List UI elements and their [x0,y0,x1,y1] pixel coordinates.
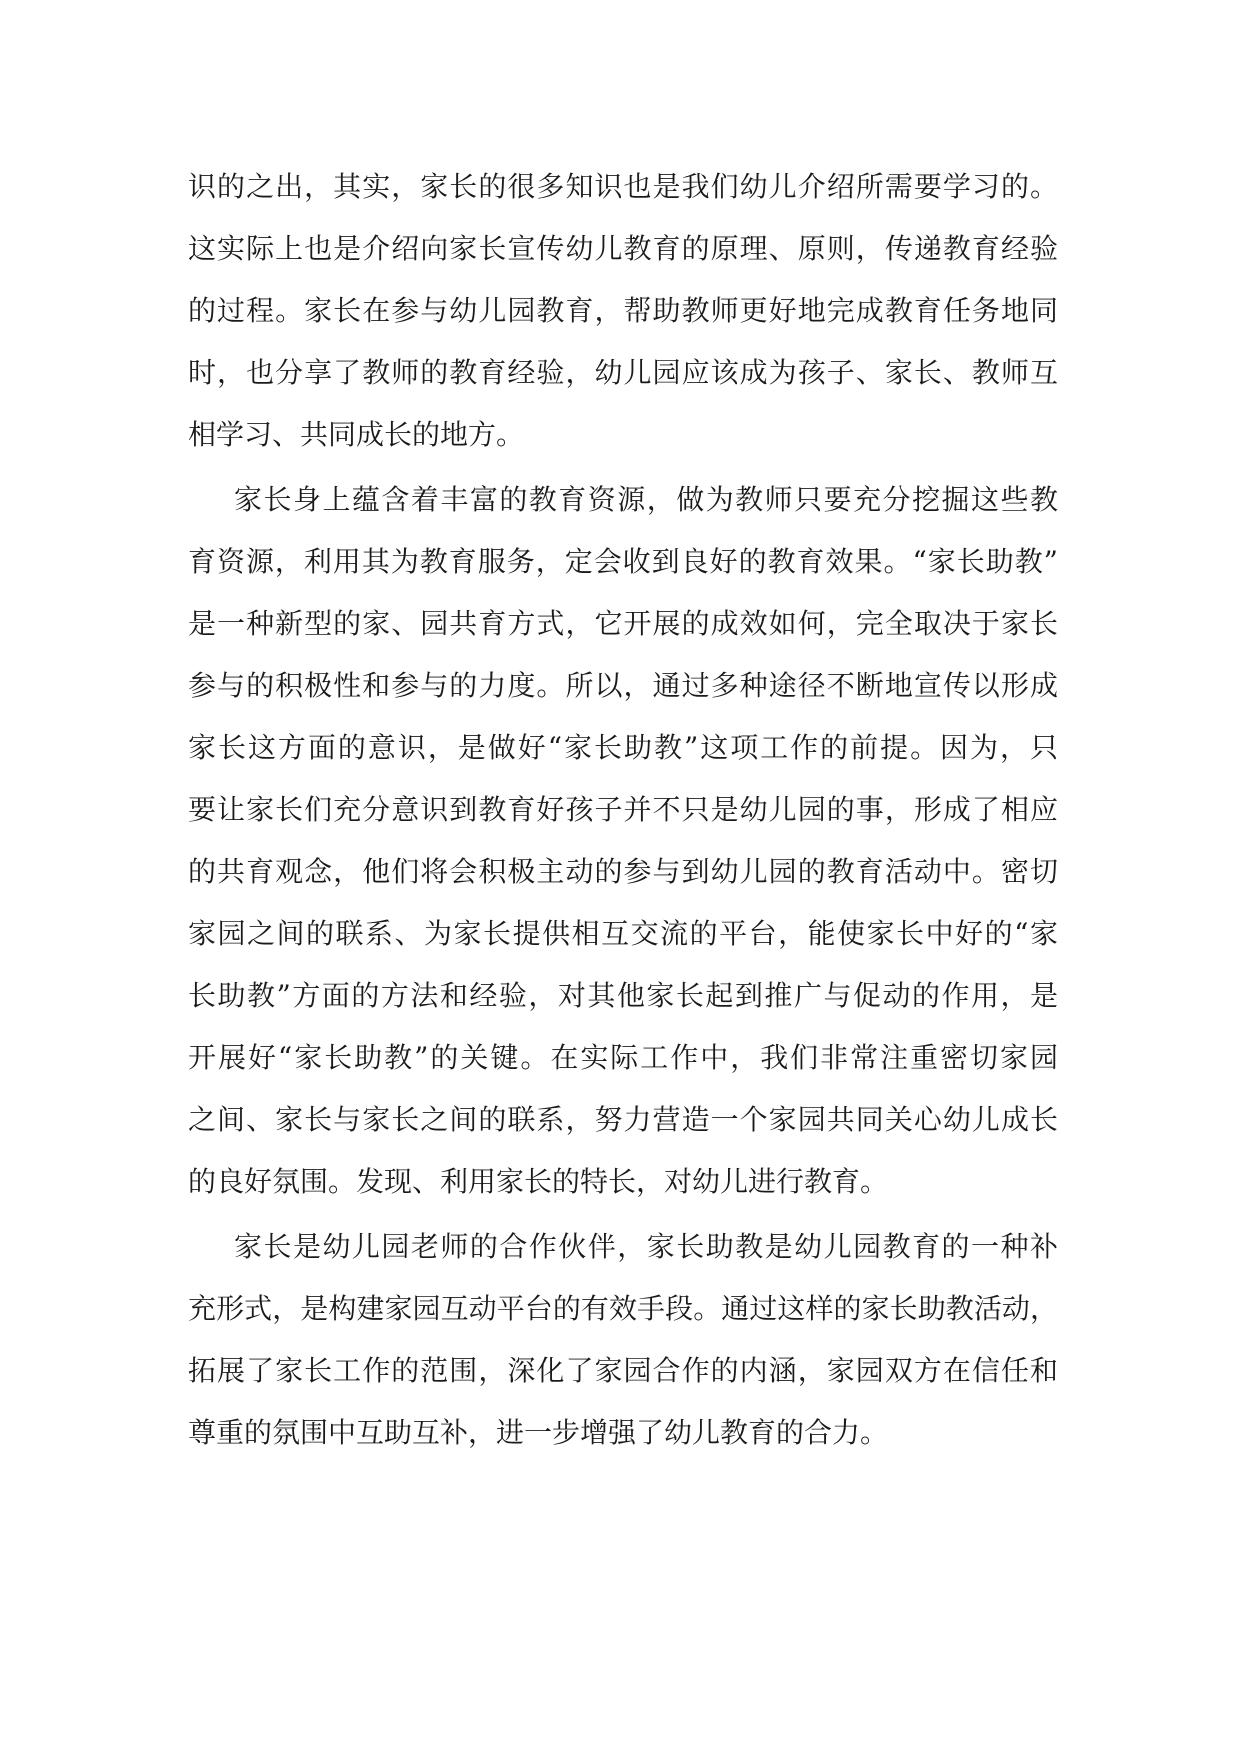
text-line: 的良好氛围。发现、利用家长的特长，对幼儿进行教育。 [188,1165,889,1198]
text-line: 的共育观念，他们将会积极主动的参与到幼儿园的教育活动中。密切 [188,855,1058,888]
text-line: 识的之出，其实，家长的很多知识也是我们幼儿介绍所需要学习的。 [188,170,1058,203]
text-line: 之间、家长与家长之间的联系，努力营造一个家园共同关心幼儿成长 [188,1103,1058,1136]
text-line: 参与的积极性和参与的力度。所以，通过多种途径不断地宣传以形成 [188,669,1058,702]
text-line: 拓展了家长工作的范围，深化了家园合作的内涵，家园双方在信任和 [188,1354,1058,1387]
text-line: 这实际上也是介绍向家长宣传幼儿教育的原理、原则，传递教育经验 [188,232,1058,265]
text-line: 育资源，利用其为教育服务，定会收到良好的教育效果。“家长助教” [188,545,1058,578]
text-line: 尊重的氛围中互助互补，进一步增强了幼儿教育的合力。 [188,1416,889,1449]
paragraph-2 [188,469,1058,1213]
paragraph-3 [188,1216,1058,1464]
text-line: 是一种新型的家、园共育方式，它开展的成效如何，完全取决于家长 [188,607,1058,640]
text-line: 要让家长们充分意识到教育好孩子并不只是幼儿园的事，形成了相应 [188,793,1058,826]
text-line: 的过程。家长在参与幼儿园教育，帮助教师更好地完成教育任务地同 [188,294,1058,327]
text-line: 家长是幼儿园老师的合作伙伴，家长助教是幼儿园教育的一种补 [234,1230,1058,1263]
text-line: 长助教”方面的方法和经验，对其他家长起到推广与促动的作用，是 [188,979,1058,1012]
document-body [188,156,1058,1464]
text-line: 相学习、共同成长的地方。 [188,418,525,451]
text-line: 家长身上蕴含着丰富的教育资源，做为教师只要充分挖掘这些教 [234,483,1058,516]
text-line: 家长这方面的意识，是做好“家长助教”这项工作的前提。因为，只 [188,731,1058,764]
text-line: 充形式，是构建家园互动平台的有效手段。通过这样的家长助教活动， [188,1292,1058,1325]
text-line: 开展好“家长助教”的关键。在实际工作中，我们非常注重密切家园 [188,1041,1058,1074]
text-line: 家园之间的联系、为家长提供相互交流的平台，能使家长中好的“家 [188,917,1058,950]
paragraph-1 [188,156,1058,466]
text-line: 时，也分享了教师的教育经验，幼儿园应该成为孩子、家长、教师互 [188,356,1058,389]
